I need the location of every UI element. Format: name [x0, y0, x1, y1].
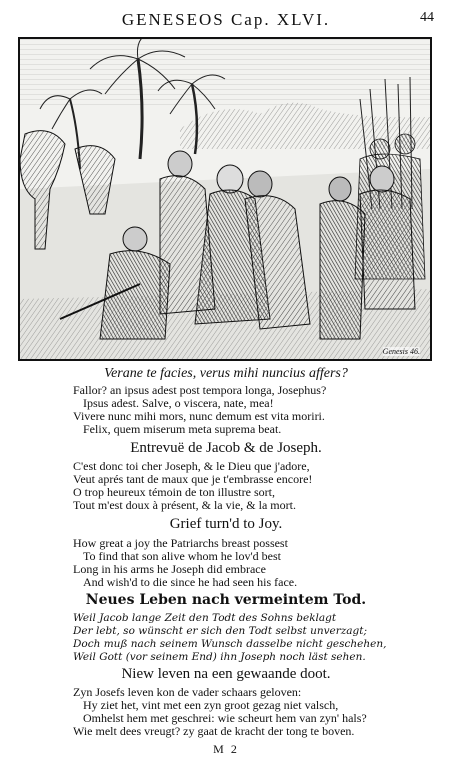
dutch-line: Hy ziet het, vint met een zyn groot gezag niet valsch, [83, 698, 339, 712]
dutch-stanza [73, 686, 433, 738]
german-line: Weil Gott (vor seinem End) ihn Joseph noch läst sehen. [73, 651, 366, 663]
latin-line: Ipsus adest. Salve, o viscera, nate, mea! [83, 396, 274, 410]
dutch-line: Omhelst hem met geschrei: wie scheurt hem van zyn' hals? [83, 711, 367, 725]
engraving-illustration [20, 39, 430, 359]
latin-stanza [73, 384, 433, 436]
latin-line: Fallor? an ipsus adest post tempora longa, Josephus? [73, 383, 327, 397]
french-line: Tout m'est doux à présent, & la vie, & la mort. [73, 498, 296, 512]
english-line: To find that son alive whom he lov'd best [83, 549, 281, 563]
running-title: GENESEOS Cap. XLVI. [121, 10, 331, 29]
german-line: Weil Jacob lange Zeit den Todt des Sohns beklagt [73, 612, 337, 624]
french-line: O trop heureux témoin de ton illustre sort, [73, 485, 275, 499]
latin-line: Felix, quem miserum meta suprema beat. [83, 422, 282, 436]
running-header [0, 10, 452, 32]
engraving-plate [18, 37, 432, 361]
english-heading: Grief turn'd to Joy. [169, 516, 283, 532]
german-stanza [73, 612, 433, 664]
french-line: Veut aprés tant de maux que je t'embrasse encore! [73, 472, 313, 486]
english-line: And wish'd to die since he had seen his face. [83, 575, 298, 589]
german-line: Doch muß nach seinem Wunsch dasselbe nicht geschehen, [73, 638, 387, 650]
french-line: C'est donc toi cher Joseph, & le Dieu que j'adore, [73, 459, 310, 473]
latin-line: Vivere nunc mihi mors, nunc demum est vita moriri. [73, 409, 325, 423]
dutch-line: Wie melt dees vreugt? zy gaat de kracht der tong te boven. [73, 724, 355, 738]
page-number: 44 [420, 10, 434, 25]
motto: Verane te facies, verus mihi nuncius affers? [104, 366, 348, 381]
dutch-heading: Niew leven na een gewaande doot. [121, 666, 331, 682]
signature-mark: M 2 [213, 742, 239, 756]
english-line: How great a joy the Patriarchs breast possest [73, 536, 288, 550]
german-heading: Neues Leben nach vermeintem Tod. [85, 592, 367, 608]
english-stanza [73, 537, 433, 589]
german-line: Der lebt, so wünscht er sich den Todt selbst unverzagt; [73, 625, 368, 637]
french-heading: Entrevuë de Jacob & de Joseph. [130, 440, 322, 456]
plate-signature: Genesis 46. [382, 347, 420, 356]
english-line: Long in his arms he Joseph did embrace [73, 562, 266, 576]
french-stanza [73, 460, 433, 512]
dutch-line: Zyn Josefs leven kon de vader schaars geloven: [73, 685, 302, 699]
